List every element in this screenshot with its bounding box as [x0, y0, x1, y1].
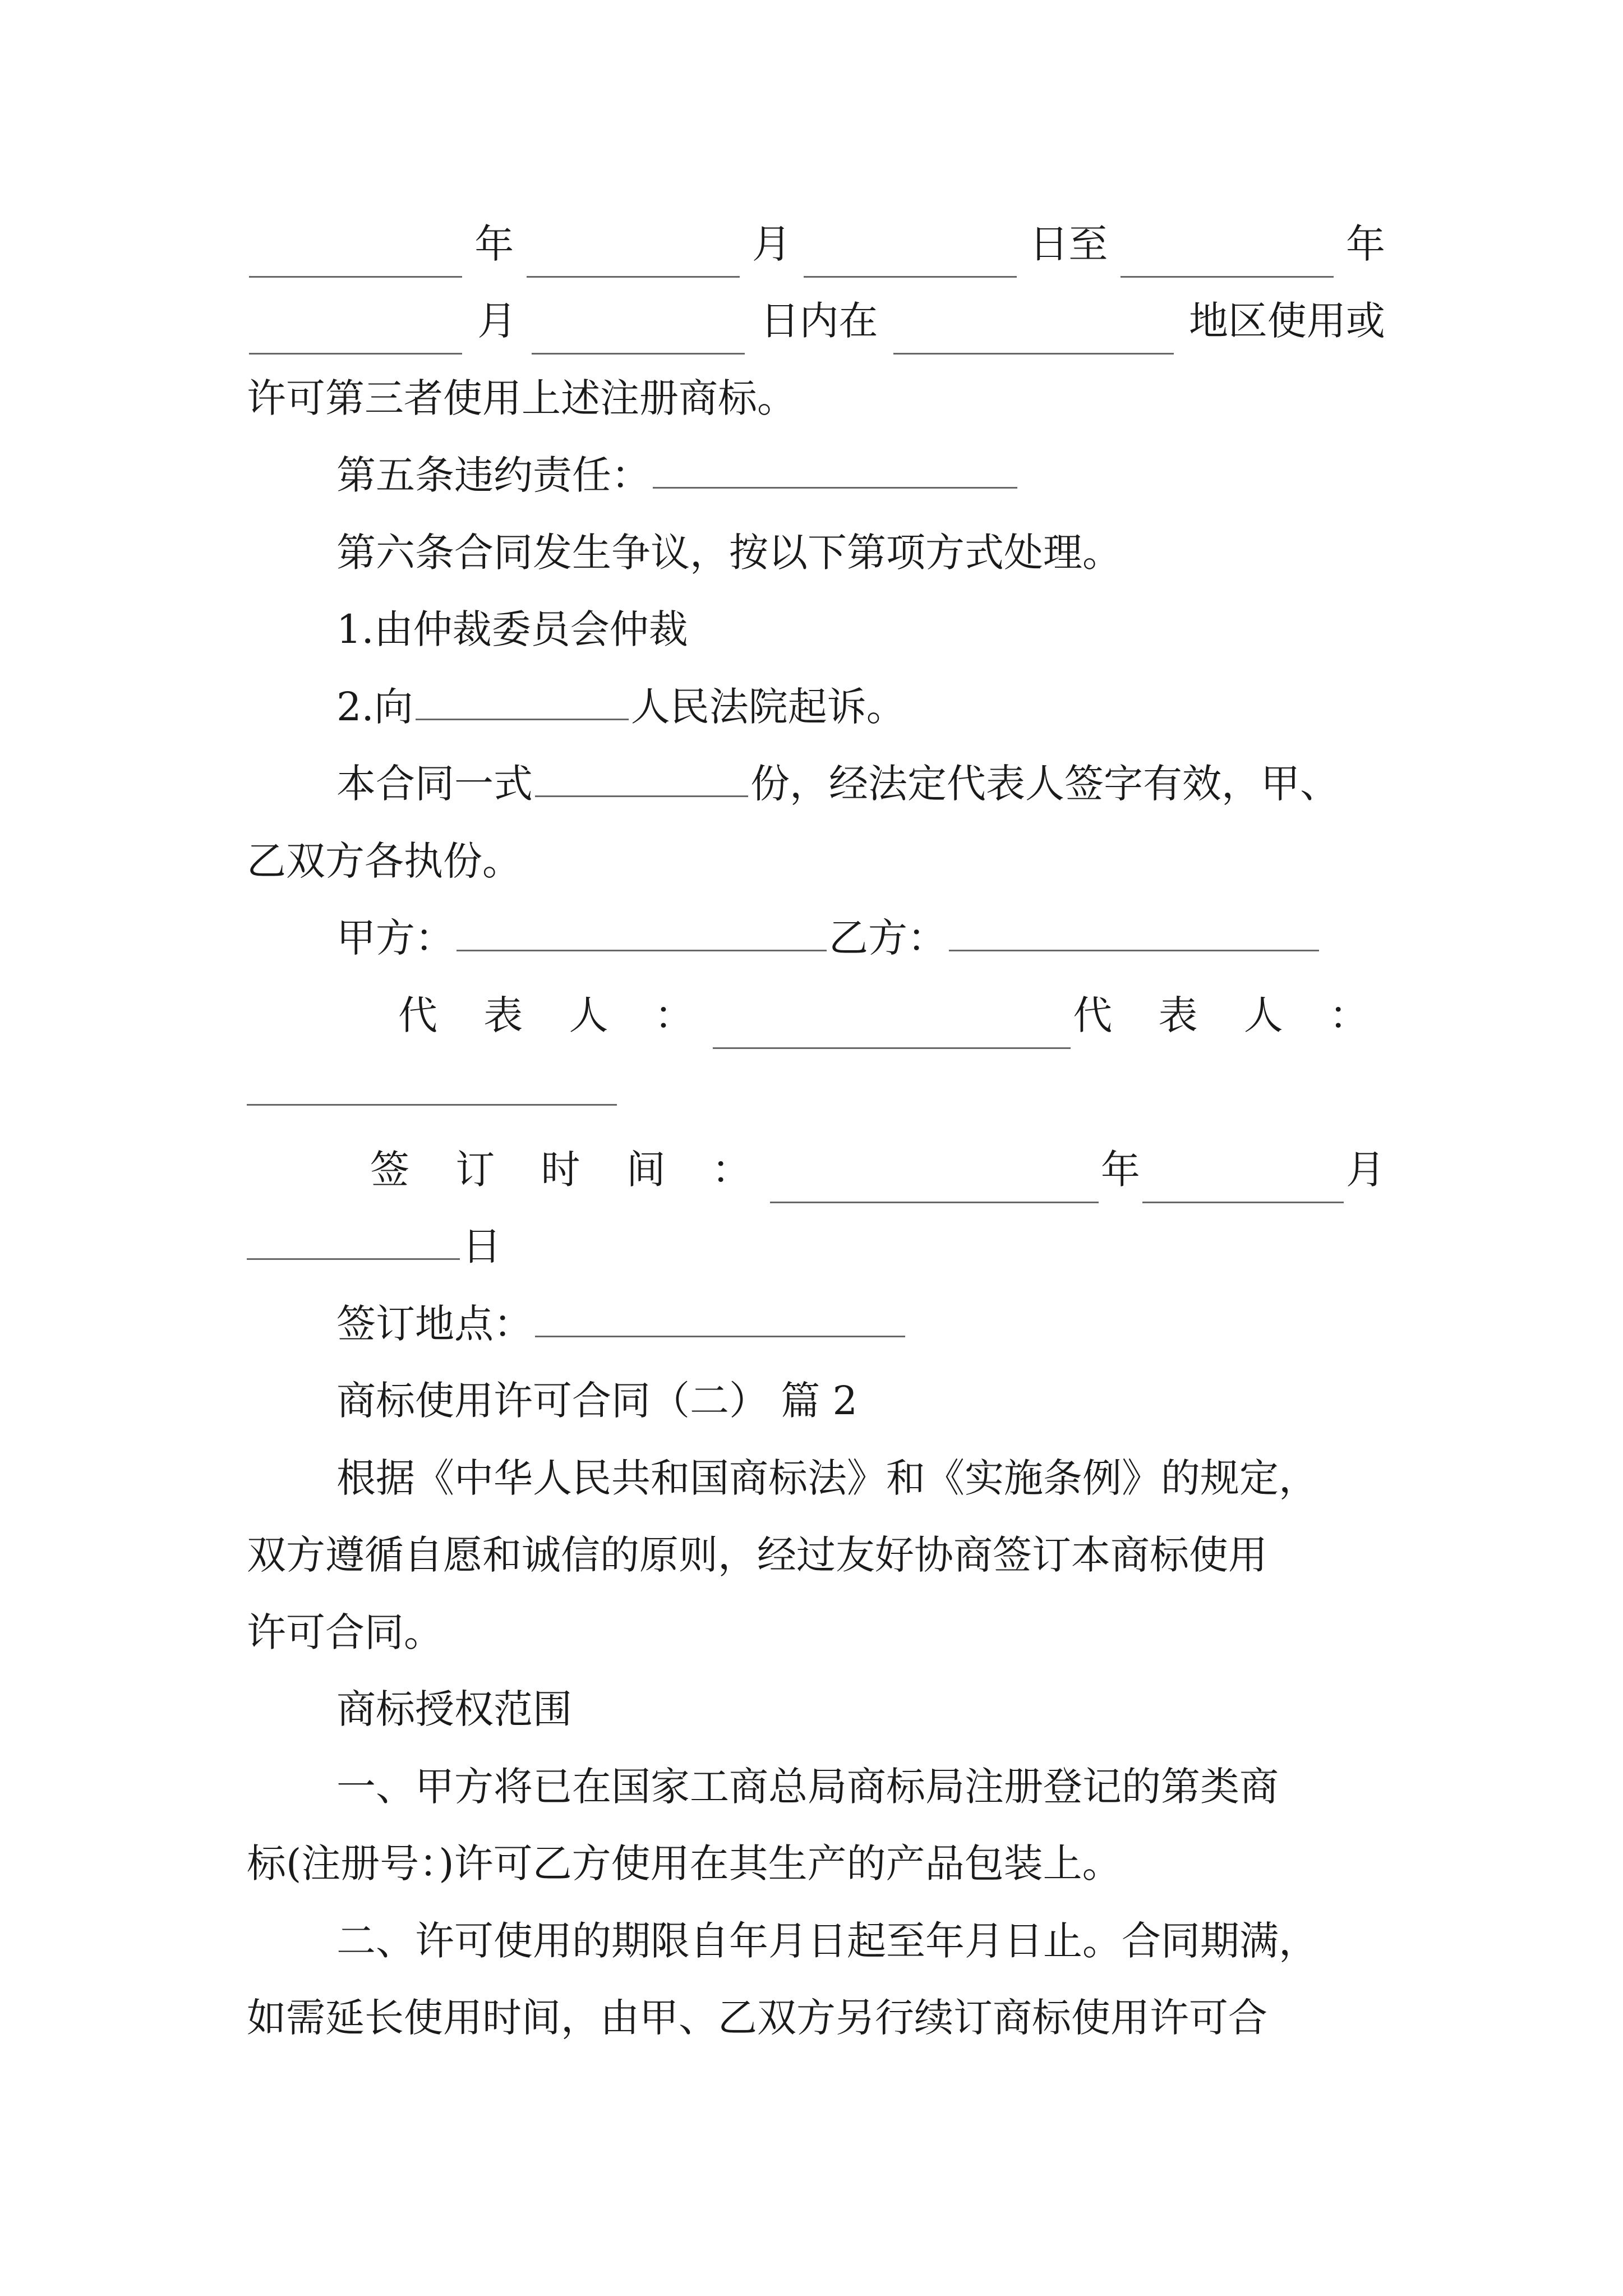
party-b-label: 乙方： [829, 915, 947, 961]
copies-prefix: 本合同一式 [336, 761, 533, 807]
date-range-line-1 [247, 210, 1385, 278]
blank-field[interactable] [949, 910, 1319, 951]
date-range-line-2 [247, 287, 1385, 355]
signing-place-line [247, 1290, 1385, 1358]
signing-time-label: 签 订 时 间 ： [370, 1147, 768, 1193]
section-heading: 商标使用许可合同（二） 篇 2 [336, 1378, 858, 1424]
blank-field[interactable] [653, 448, 1017, 489]
paragraph-line: 二、许可使用的期限自年月日起至年月日止。合同期满， [336, 1918, 1318, 1964]
day-within-label: 日内在 [760, 298, 878, 344]
parties-line [247, 904, 1385, 972]
blank-field[interactable] [416, 679, 629, 720]
option-2-prefix: 2.向 [336, 684, 413, 730]
blank-field[interactable] [535, 756, 748, 797]
representative-b-label: 代 表 人 ： [1073, 992, 1385, 1038]
representatives-line [247, 982, 1385, 1049]
blank-field[interactable] [770, 1162, 1099, 1203]
month-label: 月 [477, 298, 517, 344]
blank-field[interactable] [713, 1008, 1071, 1049]
region-label: 地区使用或 [1188, 298, 1385, 344]
paragraph-line: 双方遵循自愿和诚信的原则，经过友好协商签订本商标使用 [247, 1532, 1267, 1578]
option-1-line: 1.由仲裁委员会仲裁 [336, 606, 688, 652]
paragraph-line: 许可合同。 [247, 1609, 443, 1655]
day-label: 日 [462, 1223, 501, 1269]
article-6-line: 第六条合同发生争议，按以下第项方式处理。 [336, 530, 1122, 576]
year-label: 年 [474, 221, 514, 267]
blank-field[interactable] [247, 1065, 617, 1106]
subheading: 商标授权范围 [336, 1686, 572, 1732]
blank-field[interactable] [1142, 1162, 1344, 1203]
blank-field[interactable] [804, 237, 1017, 278]
article-5-label: 第五条违约责任： [336, 452, 651, 498]
blank-field[interactable] [535, 1296, 905, 1337]
blank-field[interactable] [249, 237, 462, 278]
option-2-suffix: 人民法院起诉。 [630, 684, 906, 730]
blank-field[interactable] [247, 1219, 460, 1260]
day-to-label: 日至 [1029, 221, 1108, 267]
blank-field[interactable] [532, 314, 745, 355]
blank-field[interactable] [1121, 237, 1334, 278]
paragraph-line: 如需延长使用时间，由甲、乙双方另行续订商标使用许可合 [247, 1995, 1267, 2041]
month-label: 月 [751, 221, 791, 267]
signing-day-line [247, 1213, 1385, 1280]
option-2-line [247, 673, 1385, 740]
party-a-label: 甲方： [336, 915, 454, 961]
signing-time-line [247, 1136, 1385, 1203]
paragraph-line: 标(注册号：)许可乙方使用在其生产的产品包装上。 [247, 1841, 1122, 1887]
representative-b-field-line [247, 1059, 1385, 1126]
blank-field[interactable] [457, 910, 827, 951]
paragraph-line: 乙双方各执份。 [247, 838, 522, 884]
article-5-line [247, 441, 1385, 509]
copies-line [247, 750, 1385, 817]
blank-field[interactable] [893, 314, 1174, 355]
representative-a-label: 代 表 人 ： [398, 992, 711, 1038]
year-label: 年 [1345, 221, 1385, 267]
copies-suffix: 份，经法定代表人签字有效，甲、 [750, 761, 1339, 807]
year-label: 年 [1100, 1147, 1140, 1193]
blank-field[interactable] [249, 314, 462, 355]
paragraph-line: 根据《中华人民共和国商标法》和《实施条例》的规定， [336, 1455, 1318, 1501]
signing-place-label: 签订地点： [336, 1301, 533, 1347]
paragraph-line: 许可第三者使用上述注册商标。 [247, 375, 796, 421]
paragraph-line: 一、甲方将已在国家工商总局商标局注册登记的第类商 [336, 1764, 1279, 1810]
blank-field[interactable] [527, 237, 740, 278]
month-label: 月 [1346, 1147, 1385, 1193]
